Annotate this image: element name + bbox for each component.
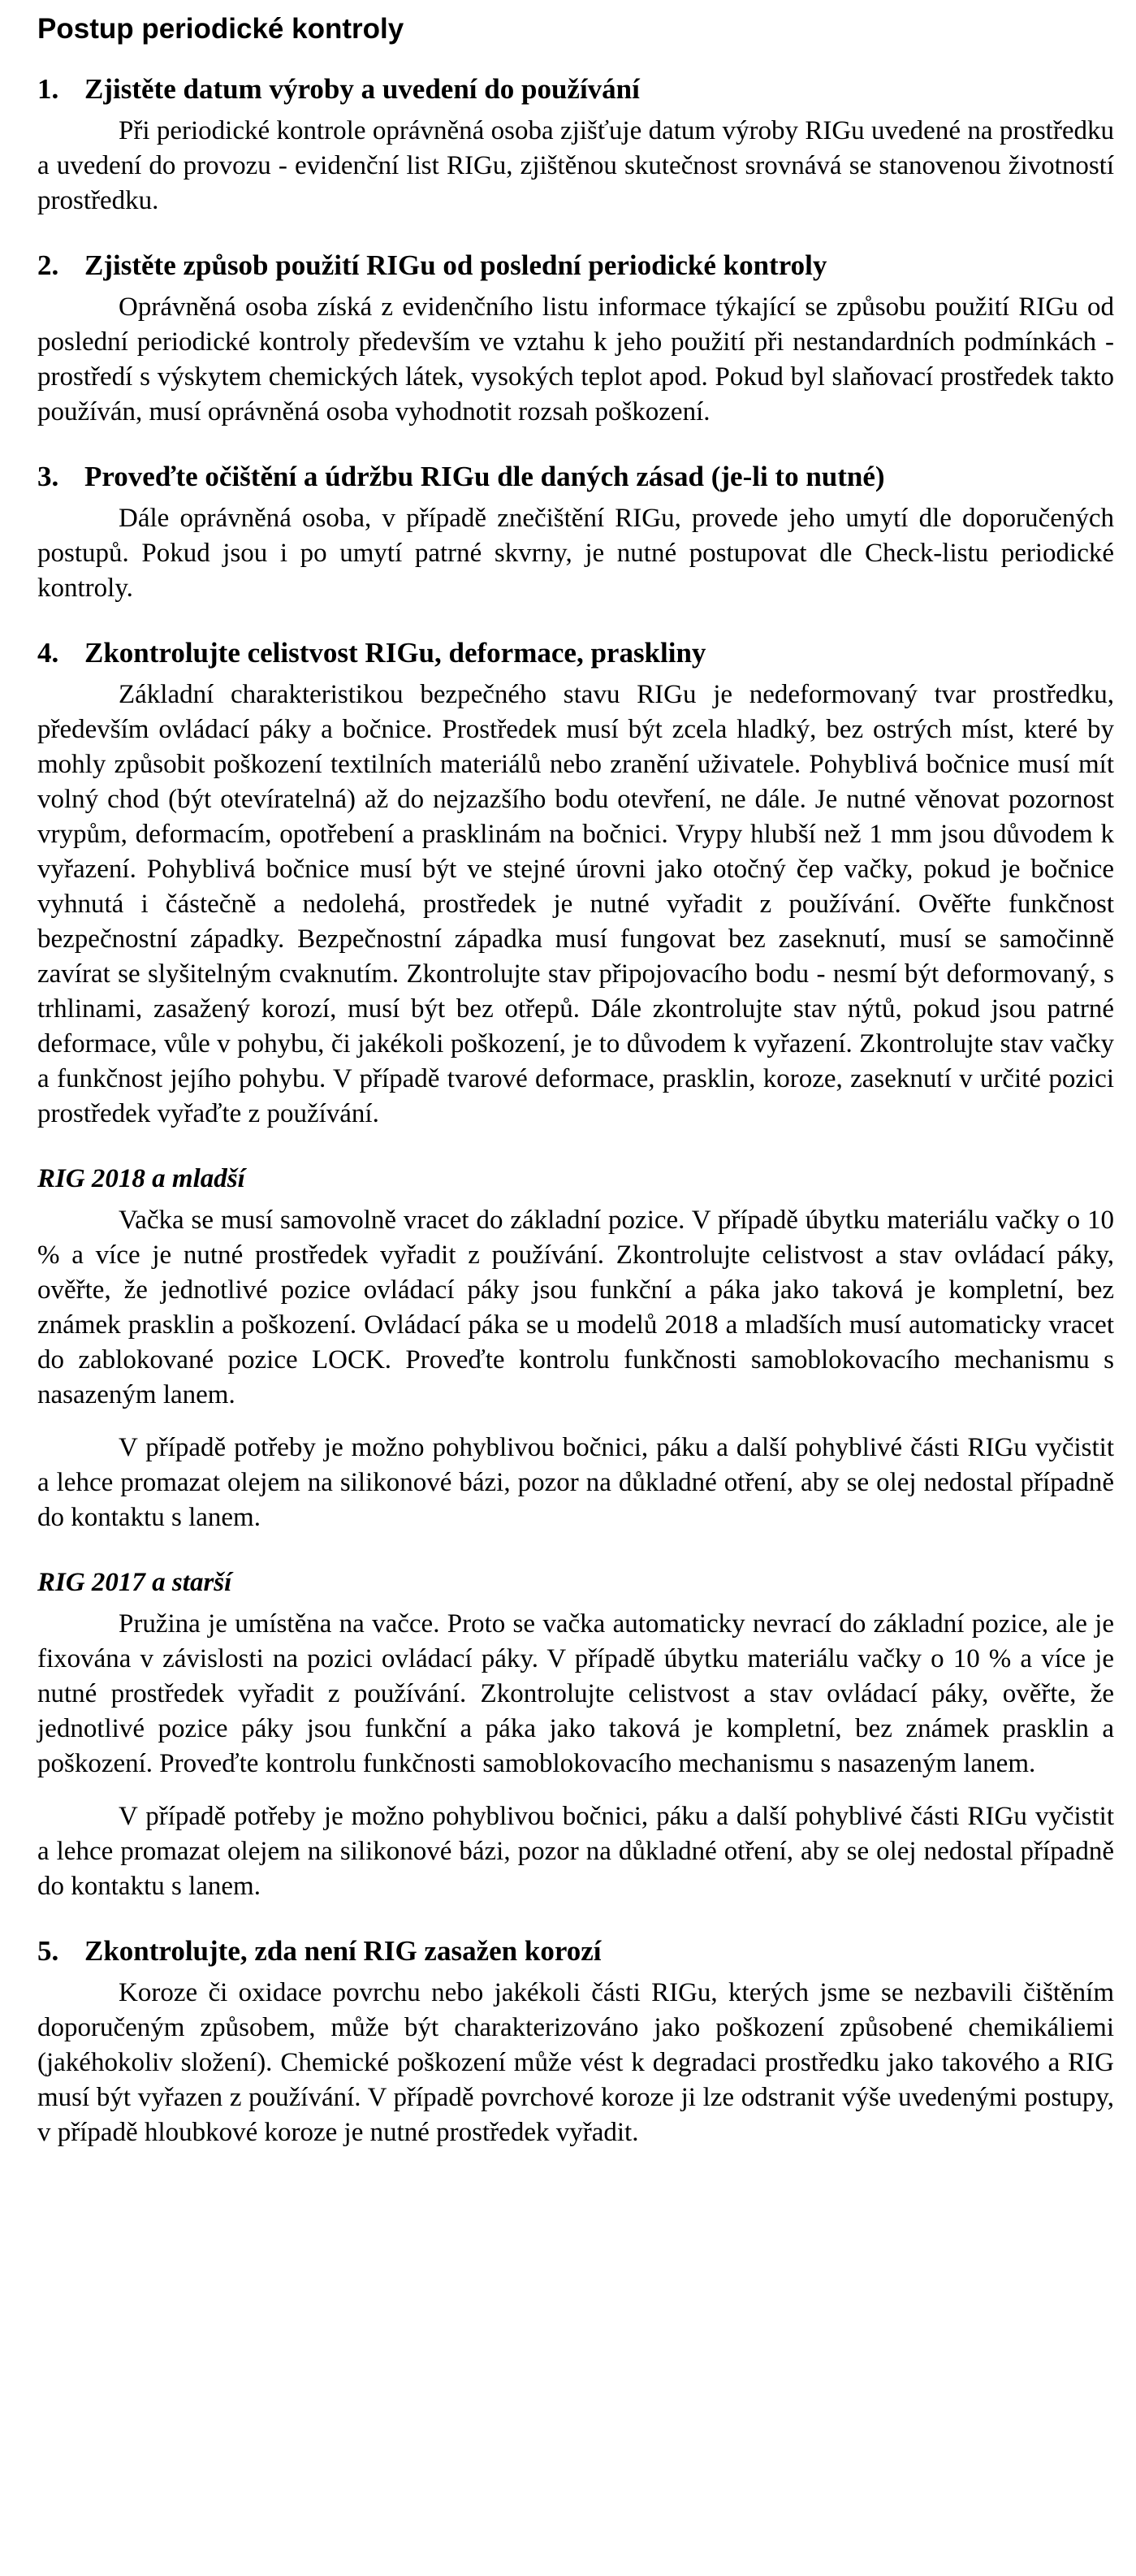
section-number: 4. — [37, 637, 59, 669]
section-heading-text: Zkontrolujte celistvost RIGu, deformace, praskliny — [84, 637, 706, 669]
section-3 — [37, 459, 1114, 606]
section-heading-text: Zjistěte datum výroby a uvedení do používání — [84, 73, 640, 105]
section-number: 3. — [37, 461, 59, 492]
paragraph: V případě potřeby je možno pohyblivou bočnici, páku a další pohyblivé části RIGu vyčistit a lehce promazat olejem na silikonové bázi, pozor na důkladné otření, aby se olej nedostal případně do kontaktu s lanem. — [37, 1802, 1114, 1901]
section-heading — [37, 248, 1114, 284]
section-number: 2. — [37, 249, 59, 281]
document-title: Postup periodické kontroly — [37, 13, 404, 45]
paragraph: Při periodické kontrole oprávněná osoba zjišťuje datum výroby RIGu uvedené na prostředku a uvedení do provozu - evidenční list RIGu, zjištěnou skutečnost srovnává se stanovenou životností prostředku. — [37, 116, 1114, 215]
section-heading — [37, 71, 1114, 107]
paragraph: Koroze či oxidace povrchu nebo jakékoli části RIGu, kterých jsme se nezbavili čištěním doporučeným způsobem, může být charakterizováno jako poškození způsobené chemikáliemi (jakéhokoliv složení). Chemické poškození může vést k degradaci prostředku jako takového a RIG musí být vyřazen z používání. V případě povrchové koroze ji lze odstranit výše uvedenými postupy, v případě hloubkové koroze je nutné prostředek vyřadit. — [37, 1978, 1114, 2147]
section-heading-text: Zjistěte způsob použití RIGu od poslední periodické kontroly — [84, 249, 827, 281]
paragraph: Základní charakteristikou bezpečného stavu RIGu je nedeformovaný tvar prostředku, především ovládací páky a bočnice. Prostředek musí být zcela hladký, bez ostrých míst, které by mohly způsobit poškození textilních materiálů nebo zranění uživatele. Pohyblivá bočnice musí mít volný chod (být otevíratelná) až do nejzazšího bodu otevření, ne dále. Je nutné věnovat pozornost vrypům, deformacím, opotřebení a prasklinám na bočnici. Vrypy hlubší než 1 mm jsou důvodem k vyřazení. Pohyblivá bočnice musí být ve stejné úrovni jako otočný čep vačky, pokud je bočnice vyhnutá i částečně a nedolehá, prostředek je nutné vyřadit z používání. Ověřte funkčnost bezpečnostní západky. Bezpečnostní západka musí fungovat bez zaseknutí, musí se samočinně zavírat se slyšitelným cvaknutím. Zkontrolujte stav připojovacího bodu - nesmí být deformovaný, s trhlinami, zasažený korozí, musí být bez otřepů. Dále zkontrolujte stav nýtů, pokud jsou patrné deformace, vůle v pohybu, či jakékoli poškození, je to důvodem k vyřazení. Zkontrolujte stav vačky a funkčnost jejího pohybu. V případě tvarové deformace, prasklin, koroze, zaseknutí v určité pozici prostředek vyřaďte z používání. — [37, 680, 1114, 1128]
paragraph: V případě potřeby je možno pohyblivou bočnici, páku a další pohyblivé části RIGu vyčistit a lehce promazat olejem na silikonové bázi, pozor na důkladné otření, aby se olej nedostal případně do kontaktu s lanem. — [37, 1433, 1114, 1532]
paragraph: Vačka se musí samovolně vracet do základní pozice. V případě úbytku materiálu vačky o 10 % a více je nutné prostředek vyřadit z používání. Zkontrolujte celistvost a stav ovládací páky, ověřte, že jednotlivé pozice ovládací páky jsou funkční a páka jako taková je kompletní, bez známek prasklin a poškození. Ovládací páka se u modelů 2018 a mladších musí automaticky vracet do zablokované pozice LOCK. Proveďte kontrolu funkčnosti samoblokovacího mechanismu s nasazeným lanem. — [37, 1206, 1114, 1409]
section-number: 5. — [37, 1935, 59, 1967]
section-4 — [37, 635, 1114, 1904]
section-1 — [37, 71, 1114, 219]
paragraph: Pružina je umístěna na vačce. Proto se vačka automaticky nevrací do základní pozice, ale je fixována v závislosti na pozici ovládací páky. V případě úbytku materiálu vačky o 10 % a více je nutné prostředek vyřadit z používání. Zkontrolujte celistvost a stav ovládací páky, ověřte, že jednotlivé pozice páky jsou funkční a páka jako taková je kompletní, bez známek prasklin a poškození. Proveďte kontrolu funkčnosti samoblokovacího mechanismu s nasazeným lanem. — [37, 1609, 1114, 1778]
section-heading — [37, 1933, 1114, 1969]
section-heading-text: Proveďte očištění a údržbu RIGu dle daných zásad (je-li to nutné) — [84, 461, 885, 492]
section-2 — [37, 248, 1114, 430]
paragraph: Oprávněná osoba získá z evidenčního listu informace týkající se způsobu použití RIGu od poslední periodické kontroly především ve vztahu k jeho použití při nestandardních podmínkách - prostředí s výskytem chemických látek, vysokých teplot apod. Pokud byl slaňovací prostředek takto používán, musí oprávněná osoba vyhodnotit rozsah poškození. — [37, 292, 1114, 426]
section-5 — [37, 1933, 1114, 2150]
paragraph: Dále oprávněná osoba, v případě znečištění RIGu, provede jeho umytí dle doporučených postupů. Pokud jsou i po umytí patrné skvrny, je nutné postupovat dle Check-listu periodické kontroly. — [37, 504, 1114, 603]
section-heading-text: Zkontrolujte, zda není RIG zasažen korozí — [84, 1935, 602, 1967]
subsection-heading-rig-2018: RIG 2018 a mladší — [37, 1164, 245, 1193]
section-heading — [37, 459, 1114, 495]
document-page — [37, 11, 1114, 2150]
section-number: 1. — [37, 73, 59, 105]
subsection-heading-rig-2017: RIG 2017 a starší — [37, 1568, 232, 1597]
section-heading — [37, 635, 1114, 671]
